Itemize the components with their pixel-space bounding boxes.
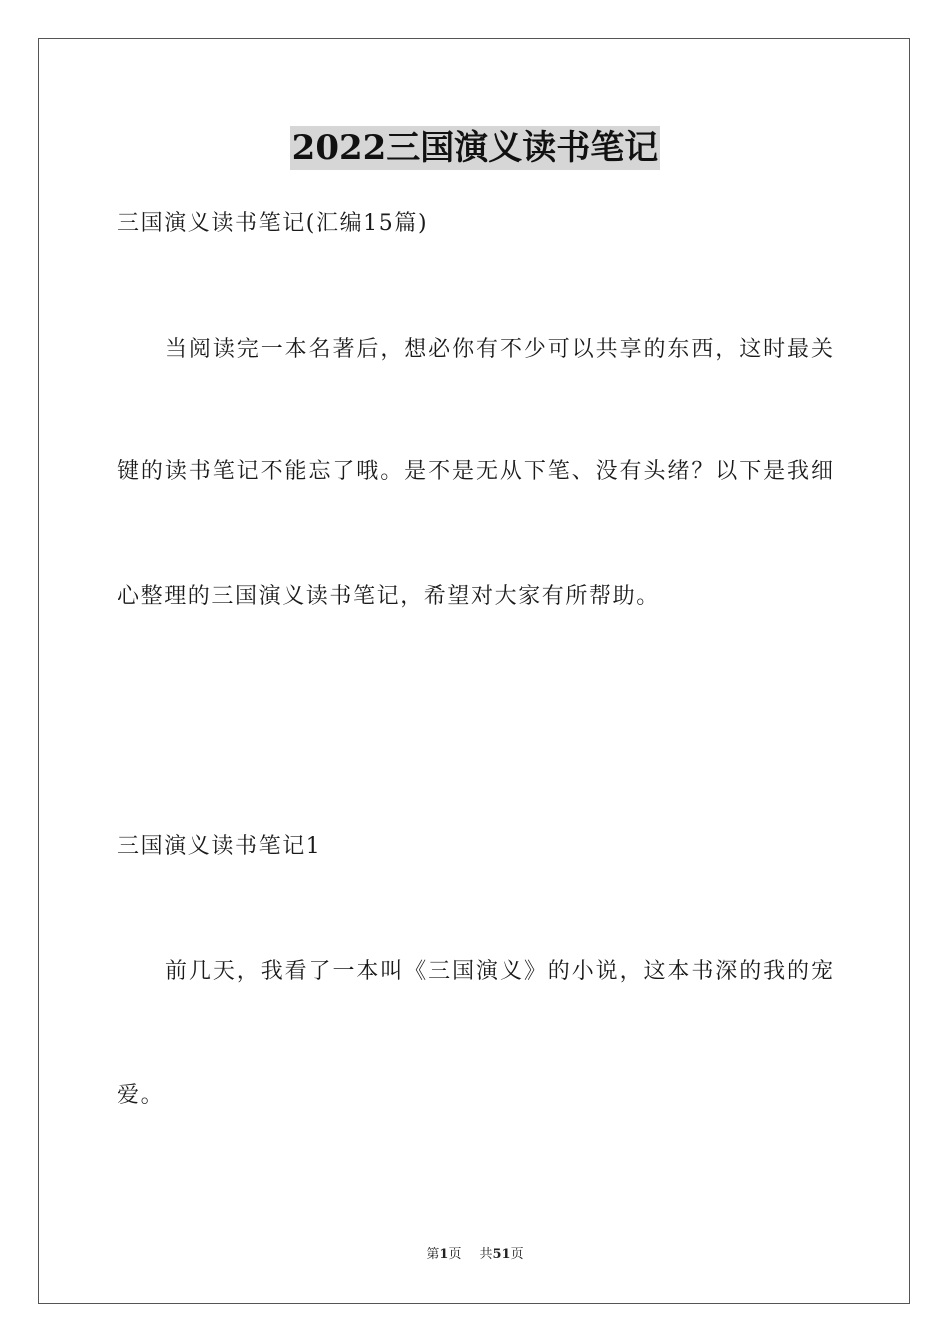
- footer-page-suffix: 页: [448, 1247, 462, 1262]
- document-title: 2022三国演义读书笔记: [291, 128, 659, 168]
- section-line-1: 前几天，我看了一本叫《三国演义》的小说，这本书深的我的宠: [165, 959, 833, 984]
- section-line-2: 爱。: [117, 1083, 165, 1108]
- section-heading: 三国演义读书笔记1: [117, 834, 322, 859]
- footer-page-prefix: 第: [426, 1247, 440, 1262]
- intro-line-2: 键的读书笔记不能忘了哦。是不是无从下笔、没有头绪？以下是我细: [117, 459, 833, 484]
- footer-total-prefix: 共: [479, 1247, 493, 1262]
- footer-total-pages: 51: [492, 1247, 511, 1262]
- footer-page-number: 1: [439, 1247, 449, 1262]
- footer-total-suffix: 页: [510, 1247, 524, 1262]
- intro-line-3: 心整理的三国演义读书笔记，希望对大家有所帮助。: [117, 584, 660, 609]
- page-footer: [0, 1246, 950, 1264]
- document-subtitle: 三国演义读书笔记(汇编15篇): [117, 211, 429, 236]
- intro-line-1: 当阅读完一本名著后，想必你有不少可以共享的东西，这时最关: [165, 337, 833, 362]
- title-container: [0, 126, 950, 170]
